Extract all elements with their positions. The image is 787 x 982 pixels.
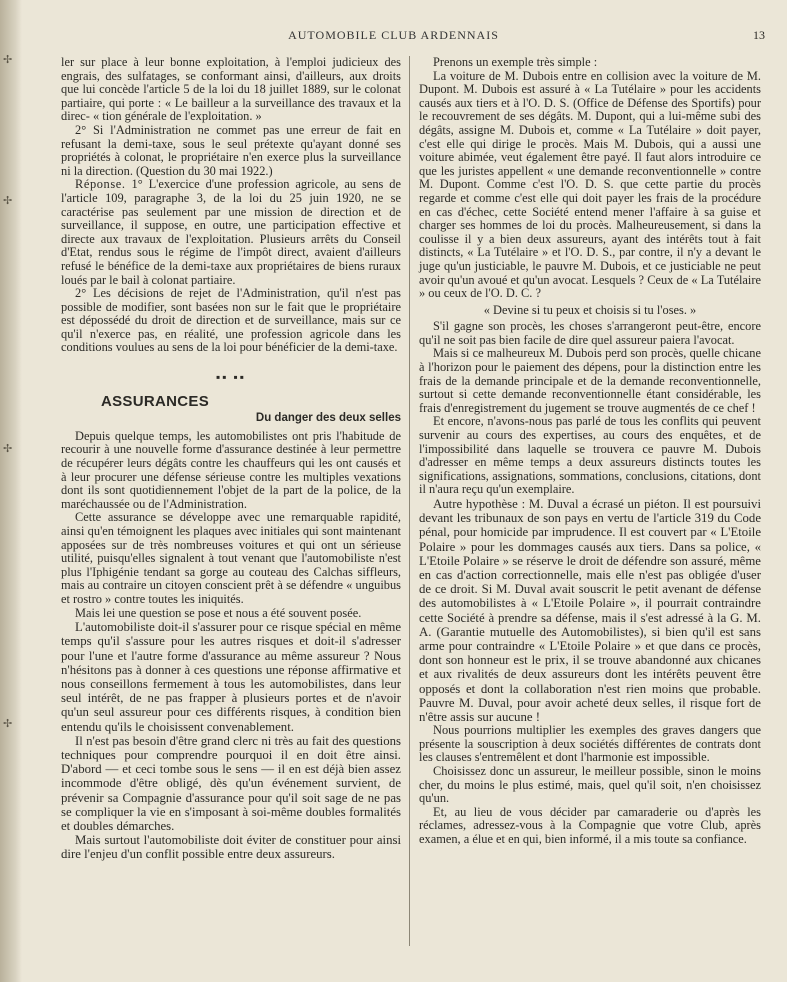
page-number: 13 xyxy=(753,28,765,42)
paragraph: La voiture de M. Dubois entre en collision avec la voiture de M. Dupont. M. Dubois est assuré à « La Tutélaire » pour les accidents causés aux tiers et à l'O. D. S. (Office de Défense des Sportifs) pour le recouvrement de ses dégâts. M. Dupont, qui a lui-même subi des dégâts, assigne M. Dubois et, comme « La Tutélaire » doit payer, c'est elle qui dirige le procès. Mais M. Dubois, qui a aussi une voiture abimée, veut également être payé. Il faut alors introduire ce que les juristes appellent « une demande reconventionnelle » contre M. Dupont. Comme c'est l'O. D. S. que cette partie du procès regarde et comme c'est elle qui doit payer les frais de la procédure en cas d'échec, cette Société entend mener l'affaire à sa guise et charger ses hommes de loi du procès. Malheureusement, si dans la coulisse il y a bien deux assureurs, ayant des intérêts tout à fait distincts, « La Tutélaire » et l'O. D. S., par contre, il n'y a devant le juge qu'un justiciable, le pauvre M. Dubois, et ce justiciable ne peut avoir qu'un avoué et qu'un avocat. Lesquels ? Ceux de « La Tutélaire » ou ceux de l'O. D. C. ? xyxy=(419,68,761,301)
paragraph: Cette assurance se développe avec une remarquable rapidité, ainsi qu'en témoignent les plaques avec initiales qui sont maintenant apposées sur de très nombreuses voitures et qui ont un sérieuse utilité, puisqu'elles signalent à tout venant que l'automobiliste n'est plus l'Iphigénie tendant sa gorge au couteau des Calchas siffleurs, mais au contraire un citoyen conscient prêt à se défendre « unguibus et rostro » contre toutes les iniquités. xyxy=(61,510,401,606)
binding-hole-mark: ✢ xyxy=(3,194,13,207)
right-column xyxy=(419,56,761,847)
binding-hole-mark: ✢ xyxy=(3,442,13,455)
paragraph: Il n'est pas besoin d'être grand clerc ni très au fait des questions techniques pour comprendre pourquoi il en doit être ainsi. D'abord — et ceci tombe sous le sens — il en est déjà bien assez incommode d'être obligé, dès qu'un événement survient, de prévenir sa Compagnie d'assurance pour qu'il soit sage de ne pas se compliquer la vie en s'imposant à soi-même doubles formalités et doubles démarches. xyxy=(61,733,401,833)
paragraph: Nous pourrions multiplier les exemples des graves dangers que présente la souscription à deux sociétés différentes de contrats dont les clauses s'entremêlent et dont l'harmonie est impossible. xyxy=(419,723,761,765)
quote: « Devine si tu peux et choisis si tu l'oses. » xyxy=(483,302,697,317)
paragraph: Prenons un exemple très simple : xyxy=(433,55,598,69)
binding-hole-mark: ✢ xyxy=(3,53,13,66)
reponse-text: 1° L'exercice d'une profession agricole, au sens de l'article 109, paragraphe 3, de la loi du 25 juin 1920, ne se caractérise pas seulement par une mission de direction et de surveillance, il suppose, en outre, une participation effective et directe aux travaux de l'exploitation. Plusieurs arrêts du Conseil d'Etat, rendus sous le régime de l'impôt direct, avaient d'ailleurs refusé le bénéfice de la demi-taxe aux propriétaires de biens ruraux loués par le bail à colonat partiaire. xyxy=(61,177,401,287)
column-divider xyxy=(409,56,410,946)
binding-hole-mark: ✢ xyxy=(3,717,13,730)
paragraph: 2° Les décisions de rejet de l'Administration, qu'il n'est pas possible de modifier, sont basées non sur le fait que le propriétaire est dépossédé du droit de direction et de surveillance, mais sur ce qu'il n'exerce pas, en réalité, une profession agricole dans les conditions voulues au sens de la loi pour bénéficier de la demi-taxe. xyxy=(61,286,401,355)
paragraph: Et encore, n'avons-nous pas parlé de tous les conflits qui peuvent survenir au cours des expertises, au cours des enquêtes, et de l'impossibilité dans laquelle se trouvera ce pauvre M. Dubois d'adresser en même temps a deux assureurs distincts toutes les significations, assignations, sommations, conclusions, citations, dont il n'aura reçu qu'un exemplaire. xyxy=(419,414,761,497)
section-title: ASSURANCES xyxy=(101,392,210,410)
paragraph: Et, au lieu de vous décider par camaraderie ou d'après les réclames, adressez-vous à la Compagnie que votre Club, après examen, a élue et en qui, bien informé, il a mis toute sa confiance. xyxy=(419,804,761,846)
paragraph: Mais lei une question se pose et nous a été souvent posée. xyxy=(75,605,362,620)
paragraph: Mais si ce malheureux M. Dubois perd son procès, quelle chicane à l'horizon pour le paiement des dépens, pour la distinction entre les frais de la demande principale et de la demande reconventionnelle, surtout si cette demande reconventionnelle étant considérable, les frais d'enregistrement du jugement se trouve augmentés de ce chef ! xyxy=(419,346,761,415)
left-column xyxy=(61,56,401,862)
paragraph: L'automobiliste doit-il s'assurer pour ce risque spécial en même temps qu'il s'assure pour les autres risques et doit-il s'adresser pour l'une et l'autre forme d'assurance au même assureur ? Nous n'hésitons pas à donner à ces questions une réponse affirmative et nous conseillons fermement à tous les automobilistes, dans leur seul intérêt, de ne pas frapper à plusieurs portes et de n'avoir qu'un seul assureur pour ces différents risques, à condition bien entendu qu'ils le choisissent convenablement. xyxy=(61,620,401,734)
paragraph: Choisissez donc un assureur, le meilleur possible, sinon le moins cher, du moins le plus estimé, mais, quel qu'il soit, n'en choisissez qu'un. xyxy=(419,764,761,806)
reponse-label: Réponse. xyxy=(75,177,126,192)
paragraph: ler sur place à leur bonne exploitation, à l'emploi judicieux des engrais, des sulfatages, se conformant ainsi, d'ailleurs, aux droits que lui concède l'article 5 de la loi du 18 juillet 1889, sur le colonat partiaire, qui porte : « Le bailleur a la surveillance des travaux et la direc- « tion générale de l'exploitation. » xyxy=(61,55,401,124)
paragraph: 2° Si l'Administration ne commet pas une erreur de fait en refusant la demi-taxe, sous le seul prétexte qu'ayant donné ses propriétés à colonat, le propriétaire n'en exerce plus la surveillance ni la direction. (Question du 30 mai 1922.) xyxy=(61,122,401,178)
running-header: AUTOMOBILE CLUB ARDENNAIS xyxy=(288,28,499,42)
page-binding xyxy=(0,0,22,982)
paragraph: Autre hypothèse : M. Duval a écrasé un piéton. Il est poursuivi devant les tribunaux de son pays en vertu de l'article 319 du Code pénal, pour homicide par imprudence. Il est couvert par « L'Etoile Polaire » pour les dommages causés aux tiers. Dans sa police, « L'Etoile Polaire » se réserve le droit de défendre son assuré, même en cas d'action correctionnelle, mais elle n'est pas obligée d'user de ce droit. Si M. Duval avait souscrit le petit avenant de défense des automobilistes à « L'Etoile Polaire », il pourrait contraindre cette Société à prendre sa défense, mais il s'est adressé à la G. M. A. (Garantie mutuelle des Automobilistes), si bien qu'il est sans arme pour contraindre « L'Etoile Polaire » et que dans ce procès, dont son honneur est le prix, il se trouve abandonné aux chicanes et aux rivalités de deux assureurs dont les intérêts peuvent être opposés et dont la collaboration n'est rien moins que probable. Pauvre M. Duval, pour avoir acheté deux selles, il risque fort de n'être assis sur aucune ! xyxy=(419,497,761,725)
paragraph: Mais surtout l'automobiliste doit éviter de constituer pour ainsi dire l'enjeu d'un conflit possible entre deux assureurs. xyxy=(61,833,401,862)
paragraph xyxy=(61,178,401,287)
paragraph: S'il gagne son procès, les choses s'arrangeront peut-être, encore qu'il ne soit pas bien facile de dire quel assureur paiera l'avocat. xyxy=(419,319,761,347)
section-separator: ▪▪ ▪▪ xyxy=(215,370,246,385)
paragraph: Depuis quelque temps, les automobilistes ont pris l'habitude de recourir à une nouvelle forme d'assurance destinée à leur permettre de récupérer leurs dégâts contre les chauffeurs qui les ont causés et à leur procurer une défense sérieuse contre les multiples vexations dont ils sont quotidiennement l'objet de la part de la police, de la maréchaussée ou de l'Administration. xyxy=(61,428,401,511)
section-subtitle: Du danger des deux selles xyxy=(255,412,401,425)
